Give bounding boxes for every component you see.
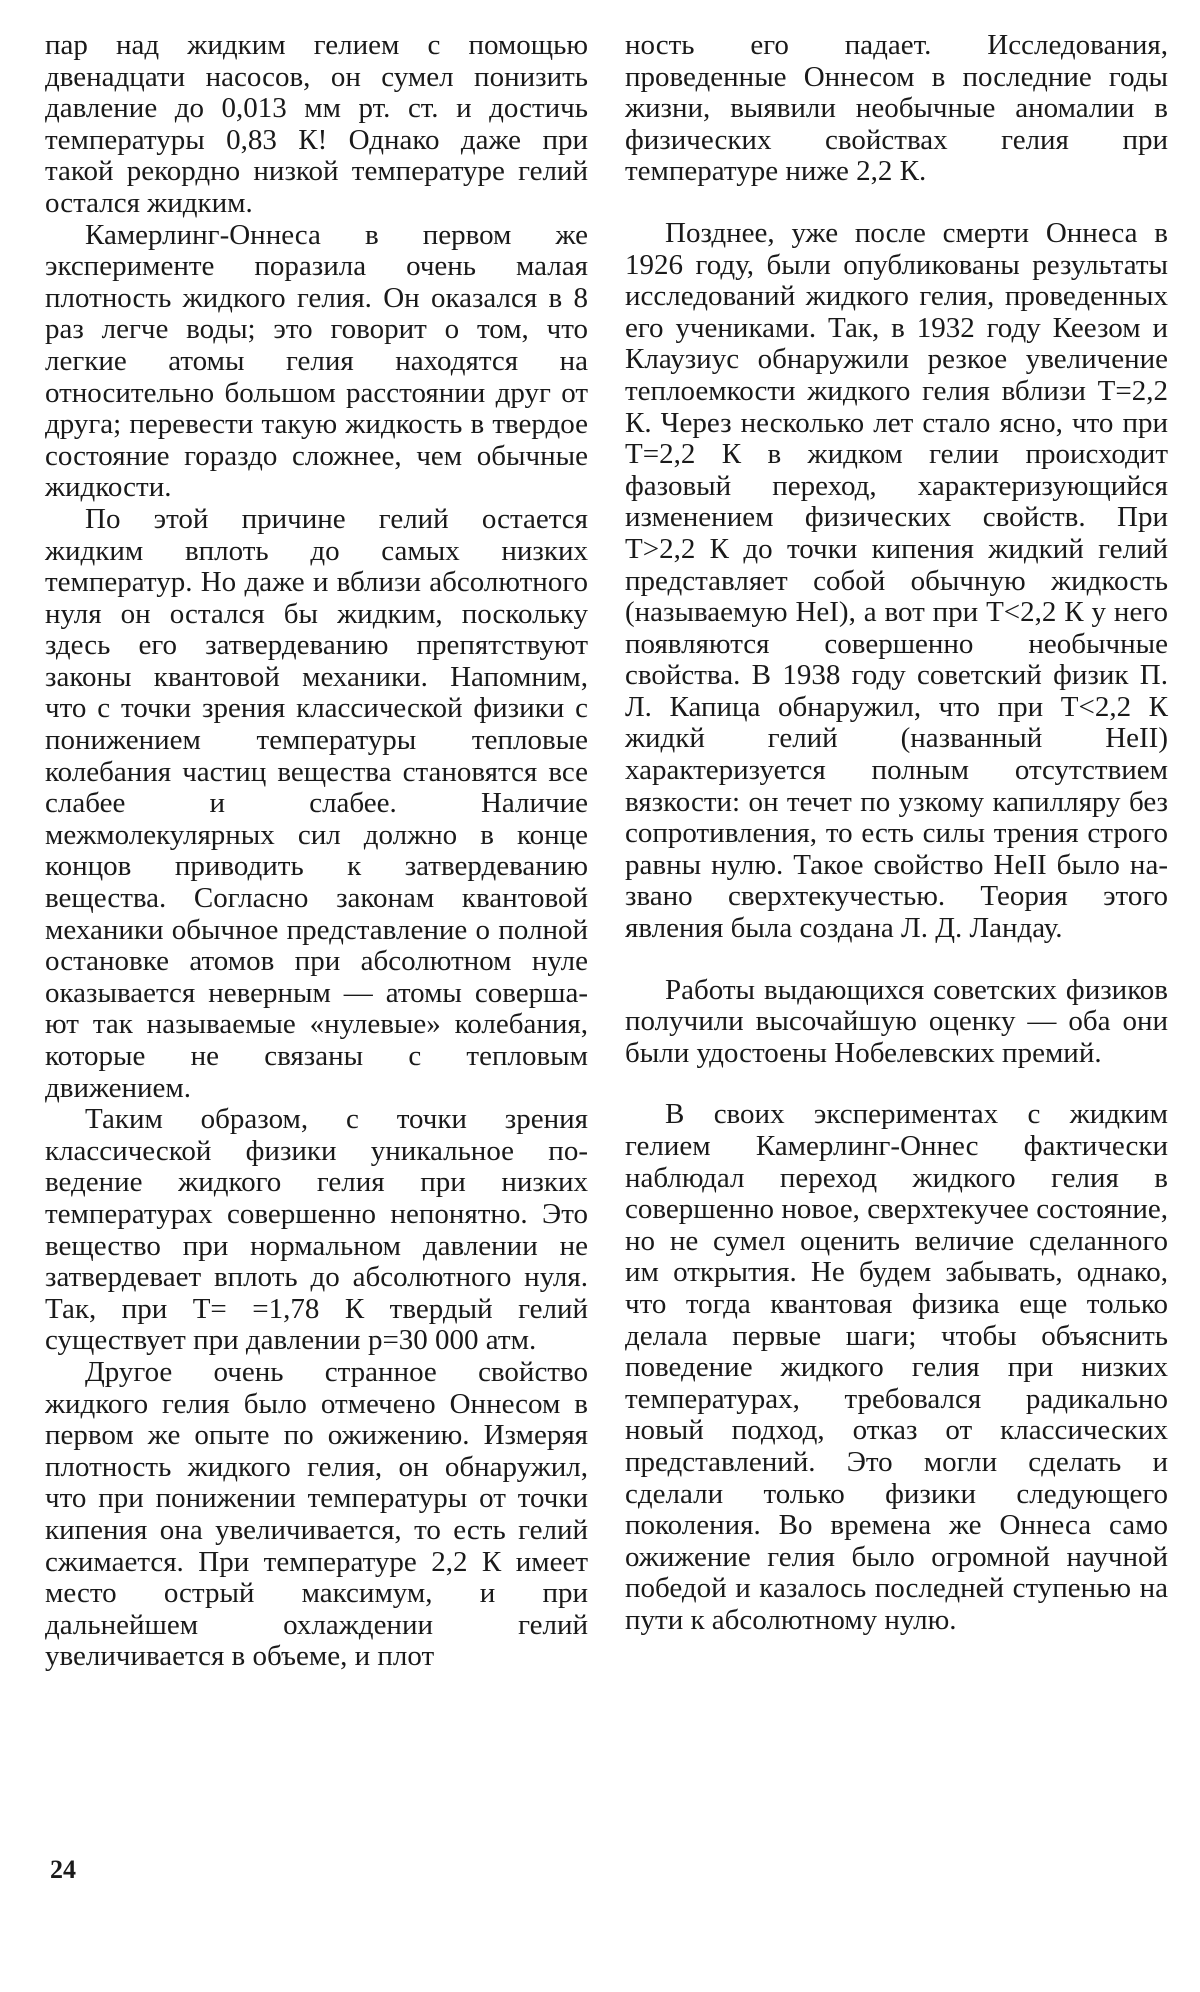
paragraph: Камерлинг-Оннеса в первом же эксперименте поразила очень малая плотность жидкого гелия. Он оказался в 8 раз легче воды; это говорит о том, что легкие атомы гелия находятся на относительно большом расстоянии друг от друга; перевести такую жидкость в твердое состояние гораздо сложнее, чем обычные жидкости. <box>45 218 588 504</box>
paragraph: В своих экспериментах с жидким гелием Камерлинг-Оннес фактически наблюдал переход жидкого гелия в совершенно новое, сверхтекучее состояние, но не сумел оценить величие сделанного им открытия. Не будем забывать, однако, что тогда квантовая физика еще только делала первые шаги; чтобы объяснить поведение жидкого гелия при низких температурах, требовался радикально новый подход, отказ от классических представлений. Это могли сделать и сделали только физики следующего поколения. Во времена же Оннеса само ожижение гелия было огромной научной победой и казалось последней ступенью на пути к абсолютному нулю. <box>625 1098 1168 1636</box>
paragraph: Другое очень странное свойство жидкого гелия было отмечено Оннесом в первом же опыте по ожижению. Измеряя плотность жидкого гелия, он обнаружил, что при понижении температуры от точки кипения она увеличивается, то есть гелий сжимается. При температуре 2,2 К имеет место острый максимум, и при дальнейшем охлаждении гелий увеличивается в объеме, и плот <box>45 1355 588 1673</box>
page-number: 24 <box>50 1855 76 1884</box>
paragraph: Таким образом, с точки зрения классической физики уникальное поведение жидкого гелия при низких температурах совершенно непонятно. Это вещество при нормальном давлении не затвердевает вплоть до абсолютного нуля. Так, при T= =1,78 К твердый гелий существует при давлении p=30 000 атм. <box>45 1103 588 1357</box>
right-column <box>625 30 1168 1637</box>
paragraph: пар над жидким гелием с помощью двенадцати насосов, он сумел понизить давление до 0,013 мм рт. ст. и достичь температуры 0,83 К! Однако даже при такой рекордно низкой температуре гелий остался жидким. <box>45 29 588 219</box>
paragraph: Позднее, уже после смерти Оннеса в 1926 году, были опубликованы результаты исследований жидкого гелия, проведенных его учениками. Так, в 1932 году Кеезом и Клаузиус обнаружили резкое увеличение теплоемкости жидкого гелия вблизи T=2,2 К. Через несколько лет стало ясно, что при T=2,2 К в жидком гелии происходит фазовый переход, характеризующийся изменением физических свойств. При T>2,2 К до точки кипения жидкий гелий представляет собой обычную жидкость (называемую HeI), а вот при T<2,2 К у него появляются совершенно необычные свойства. В 1938 году советский физик П. Л. Капица обнаружил, что при T<2,2 К жидкй гелий (названный HeII) характеризуется полным отсутствием вязкости: он течет по узкому капилляру без сопротивления, то есть силы трения строго равны нулю. Такое свойство HeII было названо сверхтекучестью. Теория этого явления была создана Л. Д. Ландау. <box>625 216 1168 945</box>
paragraph: Работы выдающихся советских физиков получили высочайшую оценку — оба они были удостоены Нобелевских премий. <box>625 973 1168 1069</box>
left-column <box>45 30 588 1673</box>
paragraph: По этой причине гелий остается жидким вплоть до самых низких температур. Но даже и вблизи абсолютного нуля он остался бы жидким, поскольку здесь его затвердеванию препятствуют законы квантовой механики. Напомним, что с точки зрения классической физики с понижением температуры тепловые колебания частиц вещества становятся все слабее и слабее. Наличие межмолекулярных сил должно в конце концов приводить к затвердеванию вещества. Согласно законам квантовой механики обычное представление о полной остановке атомов при абсолютном нуле оказывается неверным — атомы совершают так называемые «нулевые» колебания, которые не связаны с тепловым движением. <box>45 502 588 1104</box>
paragraph: ность его падает. Исследования, проведенные Оннесом в последние годы жизни, выявили необычные аномалии в физических свойствах гелия при температуре ниже 2,2 К. <box>625 29 1168 188</box>
